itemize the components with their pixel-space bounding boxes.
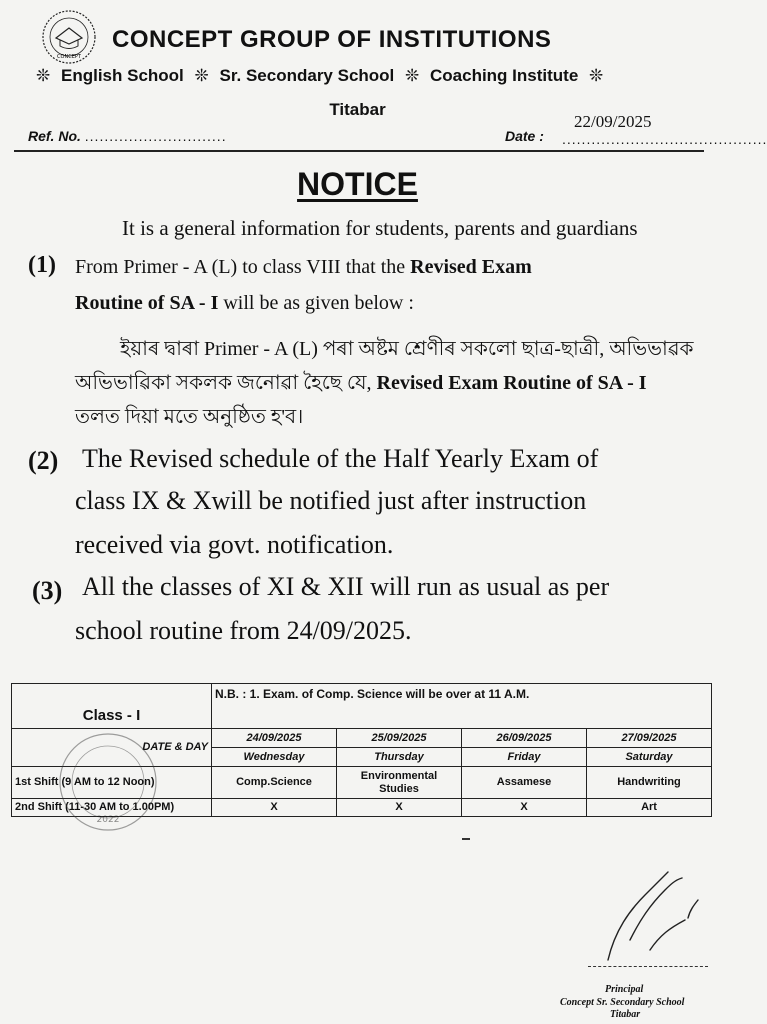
subject-cell: Art (587, 799, 712, 817)
point-3-line-2: school routine from 24/09/2025. (75, 616, 412, 645)
point-2-line-2: class IX & Xwill be notified just after instruction (75, 486, 587, 515)
stamp-year: 2022 (96, 815, 120, 825)
stray-mark (462, 838, 470, 840)
subject-cell: Comp.Science (212, 767, 337, 799)
notice-intro: It is a general information for students, parents and guardians (122, 216, 638, 240)
date-cell: 24/09/2025 (212, 729, 337, 748)
point-1-assamese-line-2: অভিভাৱিকা সকলক জনোৱা হৈছে যে, Revised Exam Routine of SA - I (75, 372, 647, 394)
date-label: Date : (505, 128, 544, 144)
signature-line (588, 966, 708, 967)
star-ornament: ❊ (194, 66, 209, 85)
logo-text: CONCEPT (57, 54, 81, 60)
star-ornament: ❊ (405, 66, 420, 85)
principal-designation: Principal (605, 984, 644, 995)
principal-place: Titabar (610, 1009, 641, 1020)
school-stamp (28, 722, 178, 832)
ref-label: Ref. No. (28, 128, 81, 144)
date-value: 22/09/2025 (574, 112, 652, 131)
principal-school: Concept Sr. Secondary School (560, 997, 685, 1008)
subject-cell: Assamese (462, 767, 587, 799)
class-label: Class - I (12, 684, 212, 729)
notice-title: NOTICE (297, 166, 418, 202)
star-ornament: ❊ (589, 66, 604, 85)
day-cell: Wednesday (212, 748, 337, 767)
shift-label: 1st Shift (9 AM to 12 Noon) (12, 767, 212, 799)
ref-number (28, 128, 227, 144)
point-1-line-2: Routine of SA - I will be as given below : (75, 292, 414, 314)
date-cell: 27/09/2025 (587, 729, 712, 748)
nb-note: N.B. : 1. Exam. of Comp. Science will be over at 11 A.M. (212, 684, 712, 729)
point-1-line-1: From Primer - A (L) to class VIII that the Revised Exam (75, 256, 532, 278)
date-day-label: DATE & DAY (12, 729, 212, 767)
date-cell: 26/09/2025 (462, 729, 587, 748)
point-2-line-1: The Revised schedule of the Half Yearly Exam of (82, 444, 599, 473)
point-2-line-3: received via govt. notification. (75, 530, 394, 559)
wings-list (30, 66, 609, 86)
shift-label: 2nd Shift (11-30 AM to 1.00PM) (12, 799, 212, 817)
date-cell: 25/09/2025 (337, 729, 462, 748)
point-1-assamese-line-1: ইয়াৰ দ্বাৰা Primer - A (L) পৰা অষ্টম শ্ৰেণীৰ সকলো ছাত্ৰ-ছাত্ৰী, অভিভাৱক (120, 338, 694, 360)
ref-dots: ............................. (84, 128, 227, 144)
wing-sr-secondary: Sr. Secondary School (219, 66, 395, 85)
subject-cell: Environmental Studies (337, 767, 462, 799)
wing-english-school: English School (60, 66, 184, 85)
subject-cell: X (212, 799, 337, 817)
star-ornament: ❊ (36, 66, 51, 85)
day-cell: Thursday (337, 748, 462, 767)
date-dots: .......................................... (562, 131, 767, 147)
day-cell: Friday (462, 748, 587, 767)
wing-coaching: Coaching Institute (430, 66, 579, 85)
point-1-assamese-line-3: তলত দিয়া মতে অনুষ্ঠিত হ'ব। (75, 406, 304, 428)
institution-logo (40, 8, 98, 66)
letterhead-divider (14, 150, 704, 152)
principal-signature (590, 850, 710, 970)
point-1-number: (1) (28, 252, 56, 278)
place-name: Titabar (329, 100, 386, 119)
point-2-number: (2) (28, 446, 59, 475)
subject-cell: Handwriting (587, 767, 712, 799)
org-name: CONCEPT GROUP OF INSTITUTIONS (112, 26, 552, 53)
day-cell: Saturday (587, 748, 712, 767)
point-3-number: (3) (32, 576, 63, 605)
subject-cell: X (462, 799, 587, 817)
point-3-line-1: All the classes of XI & XII will run as usual as per (82, 572, 610, 601)
subject-cell: X (337, 799, 462, 817)
